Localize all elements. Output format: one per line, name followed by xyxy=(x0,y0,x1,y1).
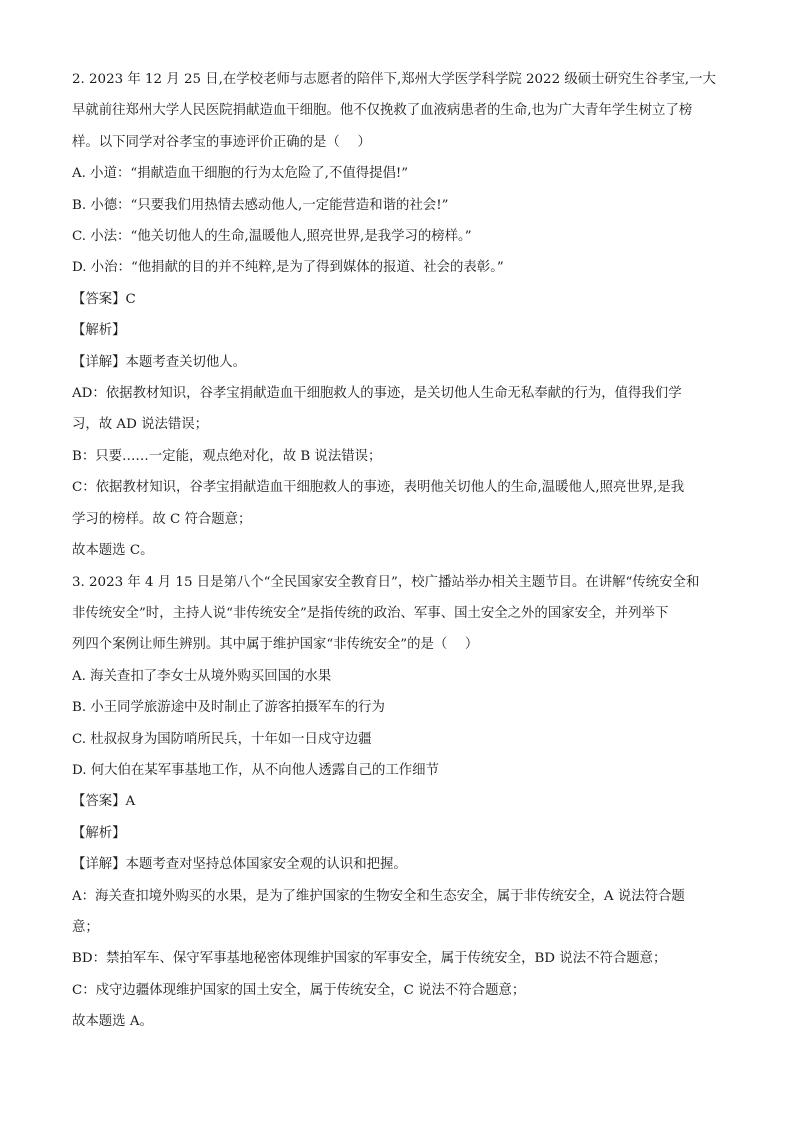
q2-detail-line-5: C：依据教材知识，谷孝宝捐献造血干细胞救人的事迹，表明他关切他人的生命,温暖他人,照亮世界,是我 xyxy=(72,480,685,496)
q2-detail-line-4: B：只要……一定能，观点绝对化，故 B 说法错误； xyxy=(72,448,382,464)
q3-detail-line-4: BD：禁拍军车、保守军事基地秘密体现维护国家的军事安全，属于传统安全，BD 说法不符合题意； xyxy=(72,951,667,967)
q2-option-c: C. 小法：“他关切他人的生命,温暖他人,照亮世界,是我学习的榜样。” xyxy=(72,229,472,245)
q3-detail-line-3: 意； xyxy=(72,919,99,935)
question-2 xyxy=(72,64,722,567)
q3-analysis-label: 【解析】 xyxy=(72,825,126,841)
q2-analysis-label: 【解析】 xyxy=(72,323,126,339)
q3-option-d: D. 何大伯在某军事基地工作，从不向他人透露自己的工作细节 xyxy=(72,762,439,778)
q3-detail-line-2: A：海关查扣境外购买的水果，是为了维护国家的生物安全和生态安全，属于非传统安全，A 说法符合题 xyxy=(72,888,685,904)
q2-answer: 【答案】C xyxy=(72,291,136,307)
q2-stem-line-2: 早就前往郑州大学人民医院捐献造血干细胞。他不仅挽救了血液病患者的生命,也为广大青年学生树立了榜 xyxy=(72,103,693,119)
q2-detail-line-1: 【详解】本题考查关切他人。 xyxy=(72,354,247,370)
q2-stem-line-3: 样。以下同学对谷孝宝的事迹评价正确的是（ ） xyxy=(72,134,371,150)
q3-detail-line-5: C：戍守边疆体现维护国家的国土安全，属于传统安全，C 说法不符合题意； xyxy=(72,982,526,998)
q3-option-c: C. 杜叔叔身为国防哨所民兵，十年如一日戍守边疆 xyxy=(72,731,372,747)
q2-option-d: D. 小治：“他捐献的目的并不纯粹,是为了得到媒体的报道、社会的表彰。” xyxy=(72,260,504,276)
q3-option-b: B. 小王同学旅游途中及时制止了游客拍摄军车的行为 xyxy=(72,700,385,716)
q3-detail-line-6: 故本题选 A。 xyxy=(72,1014,153,1030)
q2-detail-line-3: 习，故 AD 说法错误； xyxy=(72,417,209,433)
q2-detail-line-6: 学习的榜样。故 C 符合题意； xyxy=(72,511,252,527)
q2-detail-line-2: AD：依据教材知识，谷孝宝捐献造血干细胞救人的事迹，是关切他人生命无私奉献的行为，值得我们学 xyxy=(72,386,682,402)
q3-stem-line-3: 列四个案例让师生辨别。其中属于维护国家“非传统安全”的是（ ） xyxy=(72,637,479,653)
q2-option-a: A. 小道：“捐献造血干细胞的行为太危险了,不值得提倡!” xyxy=(72,166,409,182)
q3-stem-line-2: 非传统安全”时，主持人说“非传统安全”是指传统的政治、军事、国土安全之外的国家安全，并列举下 xyxy=(72,605,669,621)
q3-answer: 【答案】A xyxy=(72,794,136,810)
q3-detail-line-1: 【详解】本题考查对坚持总体国家安全观的认识和把握。 xyxy=(72,857,407,873)
q2-option-b: B. 小德：“只要我们用热情去感动他人,一定能营造和谐的社会!” xyxy=(72,197,449,213)
q2-detail-line-7: 故本题选 C。 xyxy=(72,543,154,559)
q3-option-a: A. 海关查扣了李女士从境外购买回国的水果 xyxy=(72,668,332,684)
question-3 xyxy=(72,567,722,1038)
q2-stem-line-1: 2. 2023 年 12 月 25 日,在学校老师与志愿者的陪伴下,郑州大学医学科学院 2022 级硕士研究生谷孝宝,一大 xyxy=(72,72,716,87)
document-page xyxy=(72,64,722,1038)
q3-stem-line-1: 3. 2023 年 4 月 15 日是第八个“全民国家安全教育日”，校广播站举办相关主题节目。在讲解“传统安全和 xyxy=(72,574,700,590)
